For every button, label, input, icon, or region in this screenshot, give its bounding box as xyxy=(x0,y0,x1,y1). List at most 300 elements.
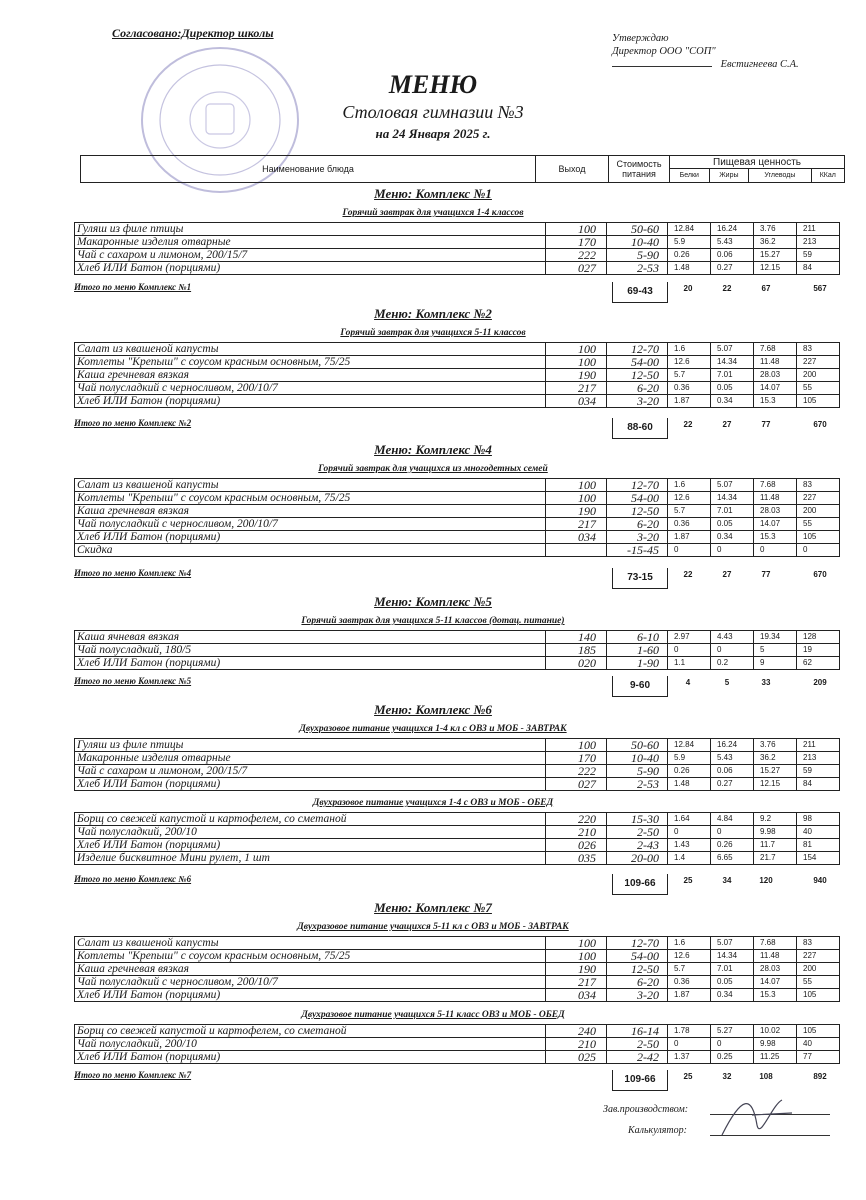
approve-role: Директор ООО "СОП" xyxy=(612,46,716,57)
dish-kcal: 40 xyxy=(797,1038,840,1051)
dish-kcal: 59 xyxy=(797,249,840,262)
dish-proteins: 5.9 xyxy=(668,236,711,249)
dish-table xyxy=(74,342,840,408)
dish-proteins: 0.36 xyxy=(668,976,711,989)
dish-fats: 0.34 xyxy=(711,531,754,544)
dish-fats: 0.26 xyxy=(711,839,754,852)
dish-price: 16-14 xyxy=(607,1025,668,1038)
dish-carbs: 28.03 xyxy=(754,963,797,976)
approve-name: Евстигнеева С.А. xyxy=(720,59,799,70)
dish-price: -15-45 xyxy=(607,544,668,557)
table-row xyxy=(75,631,840,644)
table-row xyxy=(75,657,840,670)
dish-proteins: 0.36 xyxy=(668,382,711,395)
approve-title: Утверждаю xyxy=(612,33,669,44)
dish-carbs: 14.07 xyxy=(754,382,797,395)
dish-carbs: 28.03 xyxy=(754,369,797,382)
dish-output: 210 xyxy=(546,826,607,839)
dish-proteins: 0 xyxy=(668,1038,711,1051)
dish-fats: 7.01 xyxy=(711,505,754,518)
dish-kcal: 213 xyxy=(797,236,840,249)
dish-carbs: 15.27 xyxy=(754,765,797,778)
total-kcal: 892 xyxy=(813,1072,827,1081)
dish-name: Каша гречневая вязкая xyxy=(75,505,546,518)
dish-name: Хлеб ИЛИ Батон (порциями) xyxy=(75,657,546,670)
dish-output: 185 xyxy=(546,644,607,657)
table-row xyxy=(75,1025,840,1038)
table-row xyxy=(75,395,840,408)
dish-output: 190 xyxy=(546,505,607,518)
dish-carbs: 21.7 xyxy=(754,852,797,865)
table-row xyxy=(75,369,840,382)
total-label: Итого по меню Комплекс №5 xyxy=(74,676,192,686)
dish-name: Чай полусладкий с черносливом, 200/10/7 xyxy=(75,976,546,989)
dish-table xyxy=(74,478,840,557)
dish-table xyxy=(74,630,840,670)
dish-proteins: 0.36 xyxy=(668,518,711,531)
dish-price: 50-60 xyxy=(607,739,668,752)
table-row xyxy=(75,752,840,765)
dish-output: 034 xyxy=(546,395,607,408)
dish-output: 210 xyxy=(546,1038,607,1051)
dish-proteins: 1.48 xyxy=(668,262,711,275)
dish-output: 100 xyxy=(546,479,607,492)
dish-fats: 5.43 xyxy=(711,236,754,249)
dish-carbs: 14.07 xyxy=(754,518,797,531)
dish-fats: 0.27 xyxy=(711,262,754,275)
dish-proteins: 5.7 xyxy=(668,369,711,382)
dish-name: Хлеб ИЛИ Батон (порциями) xyxy=(75,262,546,275)
dish-kcal: 105 xyxy=(797,989,840,1002)
dish-carbs: 28.03 xyxy=(754,505,797,518)
dish-fats: 0 xyxy=(711,544,754,557)
dish-price: 2-53 xyxy=(607,262,668,275)
total-kcal: 670 xyxy=(813,570,827,579)
dish-output: 220 xyxy=(546,813,607,826)
dish-fats: 0 xyxy=(711,1038,754,1051)
col-carbs: Углеводы xyxy=(749,169,811,183)
dish-proteins: 5.7 xyxy=(668,963,711,976)
dish-price: 12-70 xyxy=(607,479,668,492)
dish-proteins: 1.43 xyxy=(668,839,711,852)
dish-name: Хлеб ИЛИ Батон (порциями) xyxy=(75,839,546,852)
dish-name: Котлеты "Крепыш" с соусом красным основным, 75/25 xyxy=(75,356,546,369)
dish-kcal: 213 xyxy=(797,752,840,765)
dish-output: 100 xyxy=(546,937,607,950)
dish-carbs: 9.98 xyxy=(754,1038,797,1051)
dish-name: Гуляш из филе птицы xyxy=(75,223,546,236)
dish-fats: 0.25 xyxy=(711,1051,754,1064)
col-proteins: Белки xyxy=(670,169,710,183)
dish-table xyxy=(74,936,840,1002)
dish-table xyxy=(74,812,840,865)
dish-price: 10-40 xyxy=(607,236,668,249)
table-row xyxy=(75,1051,840,1064)
dish-name: Чай полусладкий с черносливом, 200/10/7 xyxy=(75,518,546,531)
dish-price: 6-10 xyxy=(607,631,668,644)
dish-kcal: 105 xyxy=(797,1025,840,1038)
dish-output: 217 xyxy=(546,518,607,531)
dish-name: Хлеб ИЛИ Батон (порциями) xyxy=(75,395,546,408)
group-subtitle: Горячий завтрак для учащихся 1-4 классов xyxy=(342,208,524,218)
table-row xyxy=(75,479,840,492)
dish-output: 034 xyxy=(546,989,607,1002)
dish-price: 2-43 xyxy=(607,839,668,852)
total-proteins: 22 xyxy=(683,420,693,429)
total-carbs: 108 xyxy=(759,1072,773,1081)
dish-name: Чай с сахаром и лимоном, 200/15/7 xyxy=(75,765,546,778)
total-price: 69-43 xyxy=(612,282,668,303)
dish-output: 100 xyxy=(546,492,607,505)
dish-output: 025 xyxy=(546,1051,607,1064)
dish-proteins: 12.6 xyxy=(668,356,711,369)
dish-carbs: 10.02 xyxy=(754,1025,797,1038)
dish-name: Макаронные изделия отварные xyxy=(75,752,546,765)
dish-proteins: 1.6 xyxy=(668,343,711,356)
dish-kcal: 200 xyxy=(797,505,840,518)
dish-kcal: 83 xyxy=(797,479,840,492)
dish-fats: 5.43 xyxy=(711,752,754,765)
total-fats: 22 xyxy=(722,284,732,293)
dish-price: 1-60 xyxy=(607,644,668,657)
dish-proteins: 1.87 xyxy=(668,531,711,544)
dish-output: 100 xyxy=(546,739,607,752)
dish-price: 2-50 xyxy=(607,1038,668,1051)
dish-name: Котлеты "Крепыш" с соусом красным основным, 75/25 xyxy=(75,492,546,505)
total-fats: 27 xyxy=(722,570,732,579)
total-price: 88-60 xyxy=(612,418,668,439)
dish-fats: 0.06 xyxy=(711,765,754,778)
dish-fats: 0.27 xyxy=(711,778,754,791)
dish-carbs: 12.15 xyxy=(754,262,797,275)
table-row xyxy=(75,989,840,1002)
dish-output: 222 xyxy=(546,765,607,778)
dish-proteins: 5.7 xyxy=(668,505,711,518)
group-subtitle: Двухразовое питание учащихся 5-11 кл с ОВЗ и МОБ - ЗАВТРАК xyxy=(297,922,569,932)
section-title: Меню: Комплекс №5 xyxy=(374,594,492,609)
dish-name: Скидка xyxy=(75,544,546,557)
dish-table xyxy=(74,1024,840,1064)
dish-output: 140 xyxy=(546,631,607,644)
column-header xyxy=(80,155,845,183)
dish-kcal: 128 xyxy=(797,631,840,644)
dish-output: 026 xyxy=(546,839,607,852)
total-price: 109-66 xyxy=(612,1070,668,1091)
dish-name: Каша гречневая вязкая xyxy=(75,963,546,976)
dish-kcal: 200 xyxy=(797,963,840,976)
dish-price: 2-50 xyxy=(607,826,668,839)
total-label: Итого по меню Комплекс №7 xyxy=(74,1070,192,1080)
dish-fats: 5.07 xyxy=(711,343,754,356)
table-row xyxy=(75,839,840,852)
dish-carbs: 11.48 xyxy=(754,492,797,505)
dish-output: 190 xyxy=(546,963,607,976)
dish-proteins: 1.37 xyxy=(668,1051,711,1064)
dish-proteins: 1.6 xyxy=(668,479,711,492)
dish-fats: 0 xyxy=(711,644,754,657)
total-label: Итого по меню Комплекс №2 xyxy=(74,418,192,428)
dish-output: 222 xyxy=(546,249,607,262)
section-title: Меню: Комплекс №2 xyxy=(374,306,492,321)
dish-output: 100 xyxy=(546,356,607,369)
dish-fats: 16.24 xyxy=(711,739,754,752)
dish-proteins: 1.64 xyxy=(668,813,711,826)
total-proteins: 22 xyxy=(683,570,693,579)
dish-proteins: 1.48 xyxy=(668,778,711,791)
dish-price: 5-90 xyxy=(607,765,668,778)
total-label: Итого по меню Комплекс №4 xyxy=(74,568,192,578)
dish-proteins: 12.84 xyxy=(668,223,711,236)
dish-price: 12-50 xyxy=(607,963,668,976)
total-price: 109-66 xyxy=(612,874,668,895)
dish-price: 6-20 xyxy=(607,382,668,395)
dish-output: 170 xyxy=(546,752,607,765)
table-row xyxy=(75,544,840,557)
dish-carbs: 11.48 xyxy=(754,950,797,963)
dish-fats: 16.24 xyxy=(711,223,754,236)
section-title: Меню: Комплекс №1 xyxy=(374,186,492,201)
dish-kcal: 19 xyxy=(797,644,840,657)
total-fats: 5 xyxy=(724,678,730,687)
dish-output: 217 xyxy=(546,382,607,395)
dish-fats: 0.34 xyxy=(711,989,754,1002)
dish-carbs: 11.48 xyxy=(754,356,797,369)
dish-name: Салат из квашеной капусты xyxy=(75,937,546,950)
table-row xyxy=(75,852,840,865)
table-row xyxy=(75,937,840,950)
total-carbs: 120 xyxy=(759,876,773,885)
total-fats: 32 xyxy=(722,1072,732,1081)
dish-fats: 0.05 xyxy=(711,518,754,531)
dish-carbs: 5 xyxy=(754,644,797,657)
dish-kcal: 227 xyxy=(797,950,840,963)
total-proteins: 25 xyxy=(683,876,693,885)
dish-name: Гуляш из филе птицы xyxy=(75,739,546,752)
dish-kcal: 227 xyxy=(797,492,840,505)
dish-output: 027 xyxy=(546,778,607,791)
section-title: Меню: Комплекс №7 xyxy=(374,900,492,915)
total-proteins: 4 xyxy=(685,678,691,687)
dish-carbs: 15.3 xyxy=(754,531,797,544)
dish-carbs: 36.2 xyxy=(754,752,797,765)
dish-kcal: 227 xyxy=(797,356,840,369)
dish-proteins: 1.87 xyxy=(668,395,711,408)
dish-kcal: 105 xyxy=(797,531,840,544)
dish-price: 3-20 xyxy=(607,395,668,408)
dish-fats: 14.34 xyxy=(711,356,754,369)
group-subtitle: Горячий завтрак для учащихся 5-11 классов (дотац. питание) xyxy=(301,616,565,626)
dish-price: 54-00 xyxy=(607,356,668,369)
dish-carbs: 15.3 xyxy=(754,989,797,1002)
dish-price: 54-00 xyxy=(607,492,668,505)
table-row xyxy=(75,492,840,505)
dish-output: 035 xyxy=(546,852,607,865)
dish-output: 217 xyxy=(546,976,607,989)
table-row xyxy=(75,976,840,989)
dish-name: Каша гречневая вязкая xyxy=(75,369,546,382)
dish-kcal: 105 xyxy=(797,395,840,408)
dish-kcal: 211 xyxy=(797,223,840,236)
dish-name: Чай с сахаром и лимоном, 200/15/7 xyxy=(75,249,546,262)
dish-proteins: 0 xyxy=(668,544,711,557)
dish-price: 12-50 xyxy=(607,505,668,518)
dish-fats: 0.05 xyxy=(711,382,754,395)
dish-kcal: 211 xyxy=(797,739,840,752)
dish-carbs: 15.27 xyxy=(754,249,797,262)
table-row xyxy=(75,739,840,752)
dish-price: 12-70 xyxy=(607,343,668,356)
group-subtitle: Горячий завтрак для учащихся из многодетных семей xyxy=(318,464,548,474)
group-subtitle: Двухразовое питание учащихся 1-4 с ОВЗ и МОБ - ОБЕД xyxy=(312,798,554,808)
total-price: 73-15 xyxy=(612,568,668,589)
dish-price: 12-50 xyxy=(607,369,668,382)
total-kcal: 940 xyxy=(813,876,827,885)
dish-proteins: 0 xyxy=(668,826,711,839)
dish-carbs: 19.34 xyxy=(754,631,797,644)
dish-kcal: 55 xyxy=(797,518,840,531)
dish-carbs: 9.2 xyxy=(754,813,797,826)
dish-name: Чай полусладкий, 180/5 xyxy=(75,644,546,657)
dish-fats: 14.34 xyxy=(711,950,754,963)
dish-output: 100 xyxy=(546,223,607,236)
dish-price: 3-20 xyxy=(607,989,668,1002)
dish-proteins: 1.1 xyxy=(668,657,711,670)
dish-kcal: 40 xyxy=(797,826,840,839)
table-row xyxy=(75,249,840,262)
dish-kcal: 77 xyxy=(797,1051,840,1064)
dish-price: 50-60 xyxy=(607,223,668,236)
col-fats: Жиры xyxy=(709,169,749,183)
menu-date: на 24 Января 2025 г. xyxy=(375,126,491,141)
dish-kcal: 55 xyxy=(797,976,840,989)
dish-output xyxy=(546,544,607,557)
dish-fats: 0.06 xyxy=(711,249,754,262)
group-subtitle: Горячий завтрак для учащихся 5-11 классов xyxy=(340,328,526,338)
dish-proteins: 5.9 xyxy=(668,752,711,765)
col-out: Выход xyxy=(536,156,609,183)
table-row xyxy=(75,1038,840,1051)
table-row xyxy=(75,963,840,976)
dish-price: 6-20 xyxy=(607,976,668,989)
dish-carbs: 3.76 xyxy=(754,739,797,752)
dish-carbs: 11.25 xyxy=(754,1051,797,1064)
col-kcal: ККал xyxy=(811,169,844,183)
table-row xyxy=(75,356,840,369)
dish-fats: 14.34 xyxy=(711,492,754,505)
table-row xyxy=(75,765,840,778)
dish-fats: 6.65 xyxy=(711,852,754,865)
dish-proteins: 12.6 xyxy=(668,950,711,963)
table-row xyxy=(75,826,840,839)
dish-carbs: 3.76 xyxy=(754,223,797,236)
dish-output: 170 xyxy=(546,236,607,249)
dish-proteins: 1.87 xyxy=(668,989,711,1002)
dish-carbs: 11.7 xyxy=(754,839,797,852)
dish-kcal: 83 xyxy=(797,937,840,950)
dish-proteins: 1.78 xyxy=(668,1025,711,1038)
dish-kcal: 55 xyxy=(797,382,840,395)
dish-fats: 7.01 xyxy=(711,963,754,976)
dish-price: 5-90 xyxy=(607,249,668,262)
dish-proteins: 0.26 xyxy=(668,765,711,778)
calculator-label: Калькулятор: xyxy=(628,1125,687,1136)
dish-kcal: 81 xyxy=(797,839,840,852)
total-carbs: 33 xyxy=(761,678,771,687)
total-kcal: 567 xyxy=(813,284,827,293)
col-nutrition: Пищевая ценность xyxy=(670,156,845,169)
dish-carbs: 9.98 xyxy=(754,826,797,839)
table-row xyxy=(75,813,840,826)
dish-proteins: 12.6 xyxy=(668,492,711,505)
dish-kcal: 59 xyxy=(797,765,840,778)
dish-fats: 0 xyxy=(711,826,754,839)
dish-name: Чай полусладкий с черносливом, 200/10/7 xyxy=(75,382,546,395)
dish-fats: 7.01 xyxy=(711,369,754,382)
dish-price: 54-00 xyxy=(607,950,668,963)
dish-kcal: 62 xyxy=(797,657,840,670)
dish-name: Салат из квашеной капусты xyxy=(75,479,546,492)
dish-carbs: 7.68 xyxy=(754,479,797,492)
dish-proteins: 12.84 xyxy=(668,739,711,752)
total-label: Итого по меню Комплекс №1 xyxy=(74,282,192,292)
dish-name: Салат из квашеной капусты xyxy=(75,343,546,356)
dish-output: 027 xyxy=(546,262,607,275)
table-row xyxy=(75,382,840,395)
dish-name: Чай полусладкий, 200/10 xyxy=(75,1038,546,1051)
dish-table xyxy=(74,222,840,275)
dish-proteins: 2.97 xyxy=(668,631,711,644)
dish-price: 15-30 xyxy=(607,813,668,826)
table-row xyxy=(75,644,840,657)
dish-fats: 4.84 xyxy=(711,813,754,826)
signature-mark-icon xyxy=(712,1085,802,1145)
dish-output: 100 xyxy=(546,343,607,356)
col-name: Наименование блюда xyxy=(81,156,536,183)
dish-name: Чай полусладкий, 200/10 xyxy=(75,826,546,839)
page-title: МЕНЮ xyxy=(388,70,478,99)
dish-name: Хлеб ИЛИ Батон (порциями) xyxy=(75,531,546,544)
dish-carbs: 12.15 xyxy=(754,778,797,791)
dish-price: 2-42 xyxy=(607,1051,668,1064)
group-subtitle: Двухразовое питание учащихся 5-11 класс ОВЗ и МОБ - ОБЕД xyxy=(301,1010,565,1020)
dish-price: 1-90 xyxy=(607,657,668,670)
dish-kcal: 98 xyxy=(797,813,840,826)
total-label: Итого по меню Комплекс №6 xyxy=(74,874,192,884)
dish-price: 2-53 xyxy=(607,778,668,791)
dish-price: 3-20 xyxy=(607,531,668,544)
dish-output: 240 xyxy=(546,1025,607,1038)
table-row xyxy=(75,262,840,275)
dish-fats: 5.07 xyxy=(711,479,754,492)
dish-kcal: 84 xyxy=(797,778,840,791)
production-label: Зав.производством: xyxy=(603,1104,689,1115)
table-row xyxy=(75,518,840,531)
table-row xyxy=(75,505,840,518)
dish-name: Борщ со свежей капустой и картофелем, со сметаной xyxy=(75,1025,546,1038)
dish-kcal: 0 xyxy=(797,544,840,557)
dish-carbs: 36.2 xyxy=(754,236,797,249)
dish-proteins: 1.4 xyxy=(668,852,711,865)
dish-price: 20-00 xyxy=(607,852,668,865)
table-row xyxy=(75,531,840,544)
total-proteins: 25 xyxy=(683,1072,693,1081)
dish-name: Макаронные изделия отварные xyxy=(75,236,546,249)
dish-output: 100 xyxy=(546,950,607,963)
dish-carbs: 14.07 xyxy=(754,976,797,989)
dish-output: 034 xyxy=(546,531,607,544)
table-row xyxy=(75,950,840,963)
total-carbs: 77 xyxy=(761,570,771,579)
